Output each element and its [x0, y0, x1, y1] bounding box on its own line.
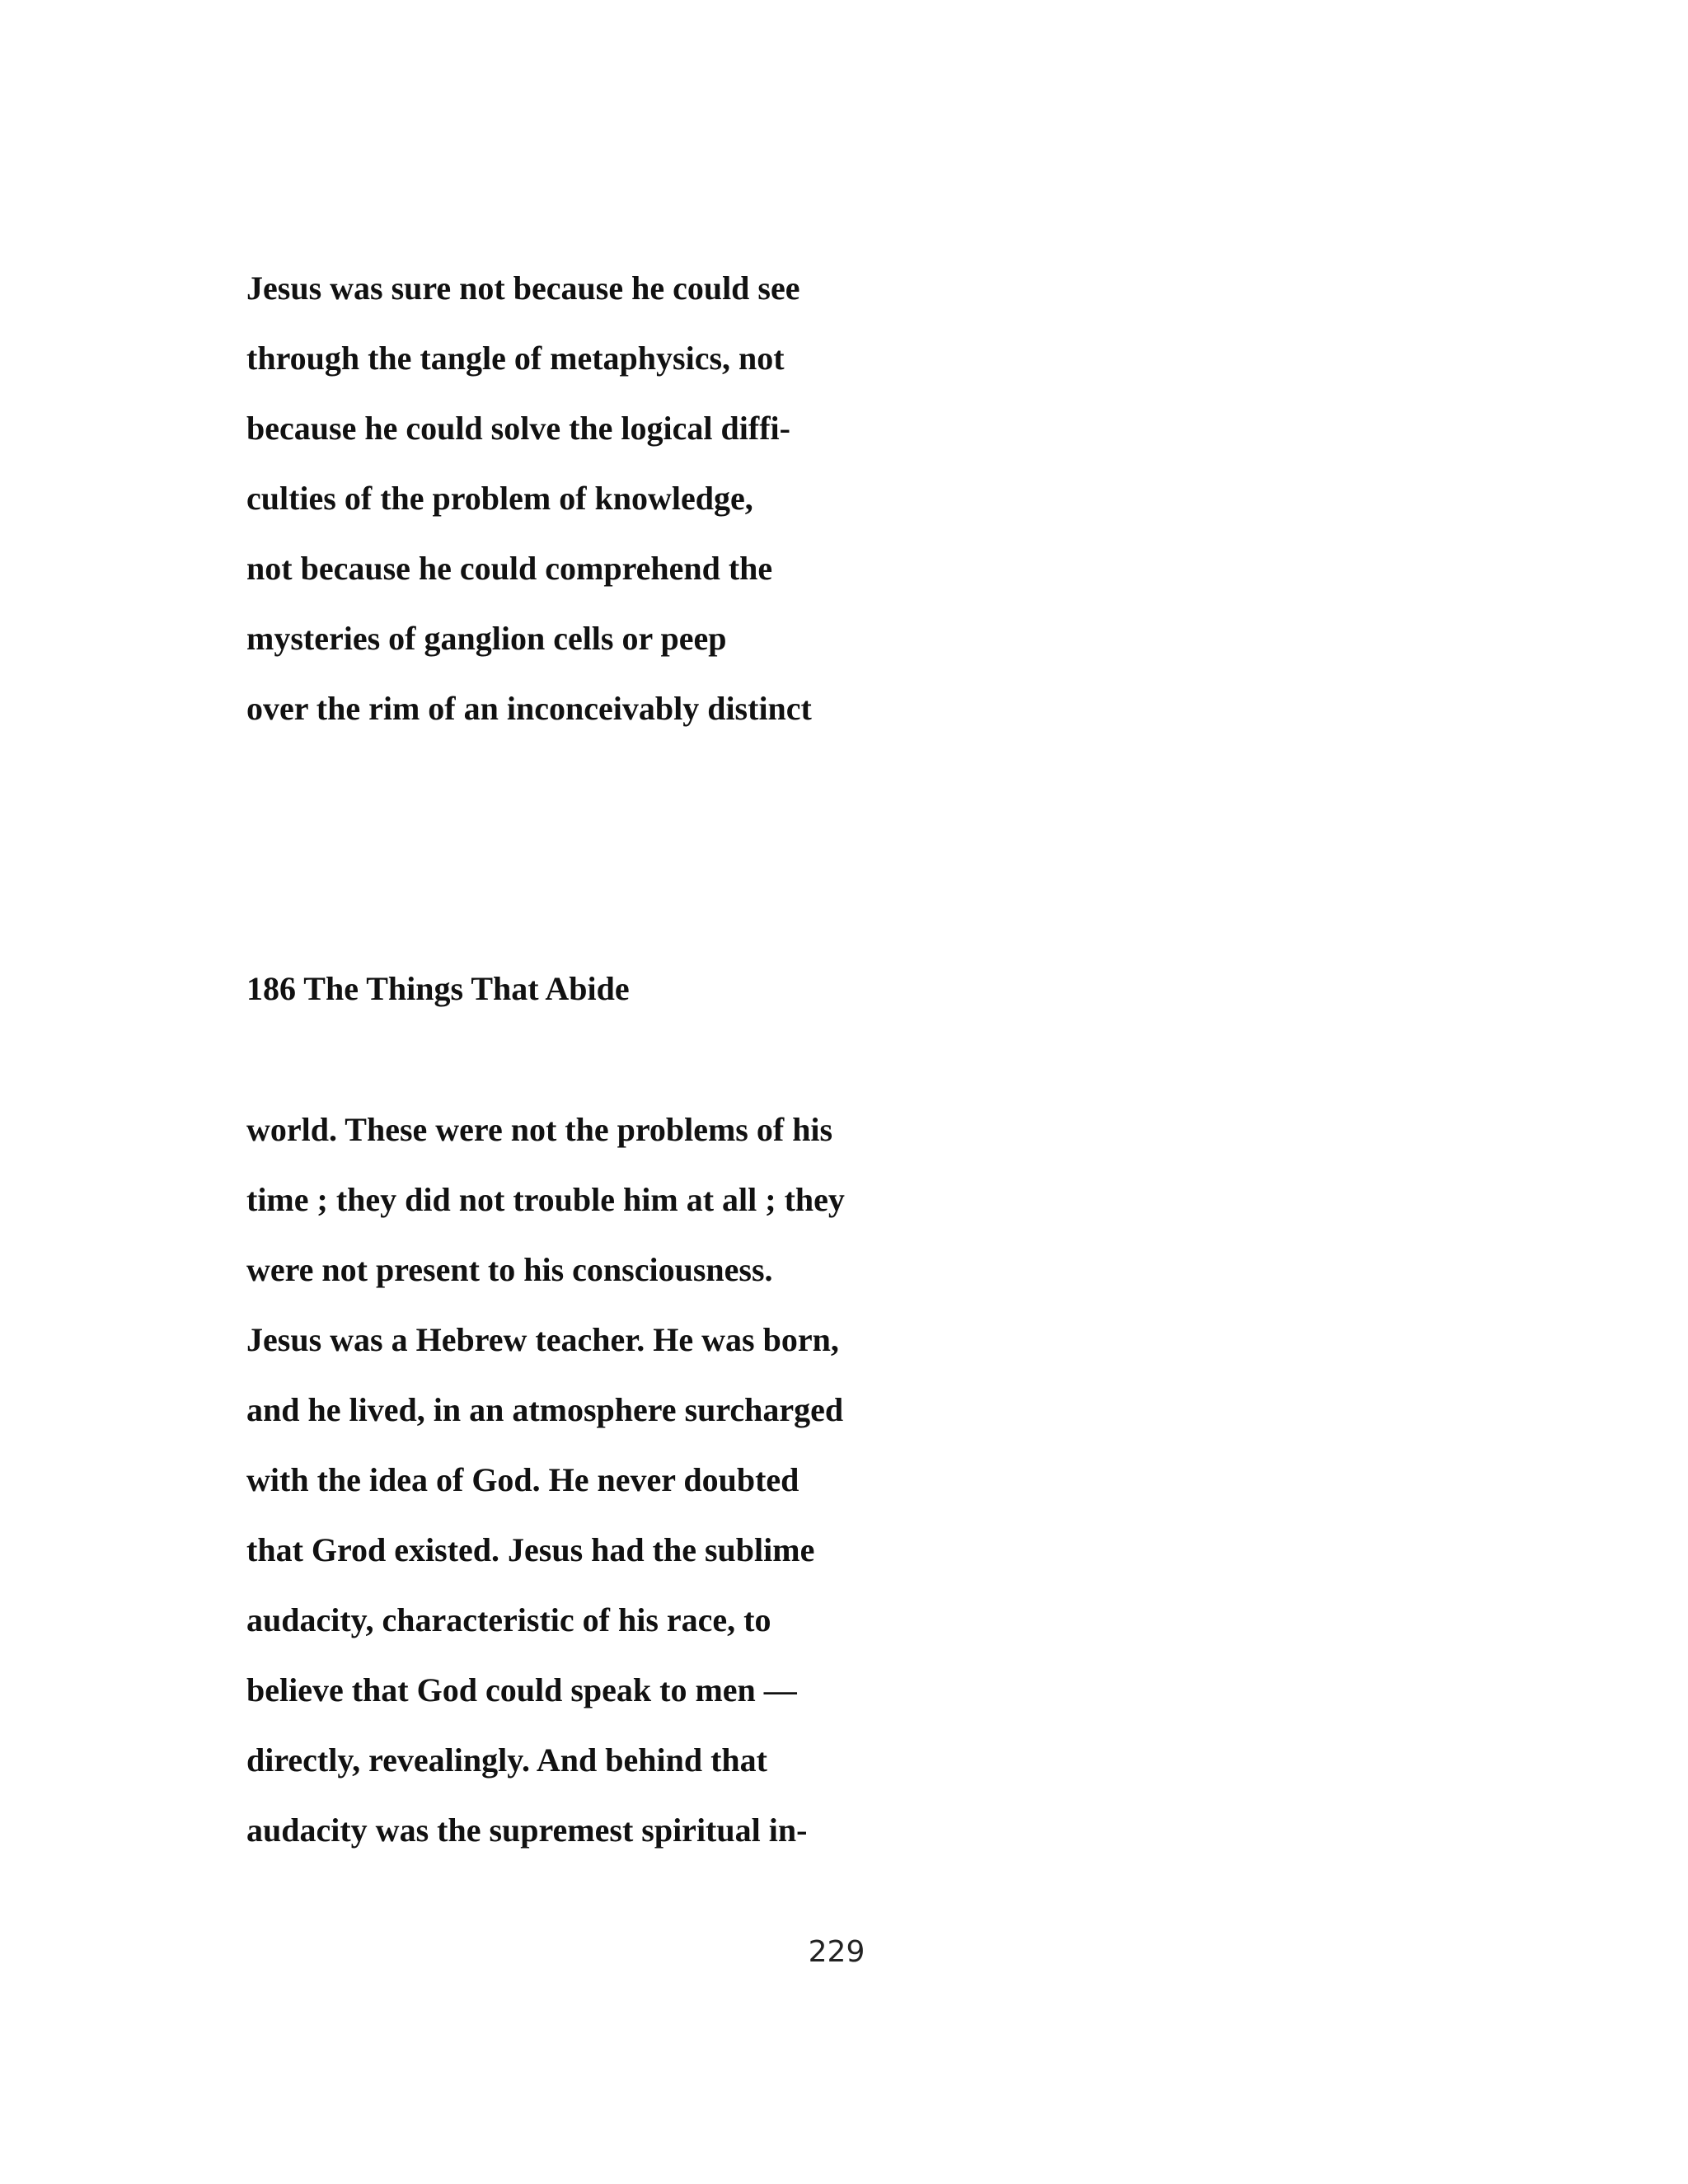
text-line: were not present to his consciousness.	[246, 1251, 773, 1288]
text-line: Jesus was a Hebrew teacher. He was born,	[246, 1321, 839, 1358]
text-line: mysteries of ganglion cells or peep	[246, 620, 727, 657]
text-line: time ; they did not trouble him at all ; they	[246, 1181, 845, 1218]
text-line: with the idea of God. He never doubted	[246, 1461, 799, 1498]
running-head: 186 The Things That Abide	[246, 970, 630, 1007]
text-block-bottom	[246, 1094, 845, 1865]
text-line: audacity, characteristic of his race, to	[246, 1601, 771, 1638]
text-line: because he could solve the logical diffi-	[246, 410, 790, 447]
text-line: Jesus was sure not because he could see	[246, 269, 800, 307]
text-line: not because he could comprehend the	[246, 550, 773, 587]
text-line: directly, revealingly. And behind that	[246, 1741, 767, 1779]
text-line: audacity was the supremest spiritual in-	[246, 1811, 808, 1849]
text-line: that Grod existed. Jesus had the sublime	[246, 1531, 815, 1568]
text-line: world. These were not the problems of his	[246, 1111, 833, 1148]
text-line: and he lived, in an atmosphere surcharged	[246, 1391, 844, 1428]
text-line: through the tangle of metaphysics, not	[246, 340, 785, 377]
text-block-top	[246, 253, 812, 743]
text-line: over the rim of an inconceivably distinct	[246, 690, 812, 727]
text-line: culties of the problem of knowledge,	[246, 480, 753, 517]
page-number: 229	[808, 1935, 865, 1969]
text-line: believe that God could speak to men —	[246, 1671, 797, 1708]
